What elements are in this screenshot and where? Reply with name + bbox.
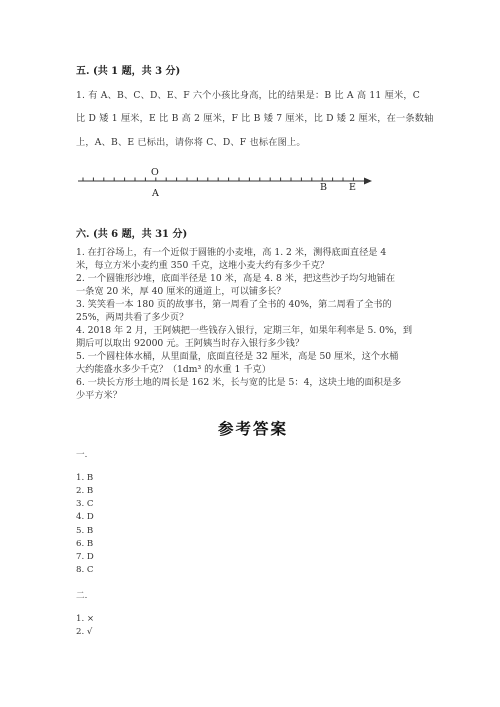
answers-title: 参考答案 (218, 419, 289, 438)
answer-item: 8. C (76, 565, 94, 575)
point-a-label: A (152, 188, 159, 199)
answer-item: 2. √ (76, 627, 93, 637)
arrow-head-icon (364, 178, 372, 185)
section-5-heading: 五. (共 1 题，共 3 分) (76, 66, 181, 77)
question-6-6-line-1: 6. 一块长方形土地的周长是 162 米，长与宽的比是 5：4，这块土地的面积是多 (76, 377, 402, 388)
question-6-1-line-1: 1. 在打谷场上，有一个近似于圆锥的小麦堆，高 1. 2 米，测得底面直径是 4 (76, 247, 387, 258)
point-e-label: E (349, 182, 356, 193)
question-6-5-line-1: 5. 一个圆柱体水桶，从里面量，底面直径是 32 厘米，高是 50 厘米，这个水桶 (76, 351, 399, 362)
answer-item: 5. B (76, 526, 94, 536)
answer-item: 1. × (76, 614, 95, 624)
question-6-5-line-2: 大约能盛水多少千克？（1dm³ 的水重 1 千克） (76, 364, 271, 375)
question-6-6-line-2: 少平方米？ (76, 390, 122, 401)
question-6-4-line-1: 4. 2018 年 2 月，王阿姨把一些钱存入银行，定期三年，如果年利率是 5. 0%，到 (76, 325, 413, 336)
answers-part-1-heading: 一. (76, 450, 88, 460)
answer-item: 4. D (76, 512, 94, 522)
question-6-1-line-2: 米，每立方米小麦约重 350 千克，这堆小麦大约有多少千克？ (76, 260, 330, 271)
number-line-ticks (83, 178, 353, 182)
question-6-3-line-1: 3. 笑笑看一本 180 页的故事书，第一周看了全书的 40%，第二周看了全书的 (76, 299, 392, 310)
question-5-1-line-2: 比 D 矮 1 厘米，E 比 B 高 2 厘米，F 比 B 矮 7 厘米，比 D 矮 2 厘米，在一条数轴 (76, 113, 434, 124)
question-5-1-line-1: 1. 有 A、B、C、D、E、F 六个小孩比身高，比的结果是：B 比 A 高 11 厘米，C (76, 90, 420, 101)
section-6-heading: 六. (共 6 题，共 31 分) (76, 229, 188, 240)
answer-item: 6. B (76, 539, 94, 549)
answer-item: 1. B (76, 473, 94, 483)
question-6-2-line-2: 一条宽 20 米，厚 40 厘米的通道上，可以铺多长？ (76, 286, 286, 297)
question-6-3-line-2: 25%，两周共看了多少页？ (76, 312, 189, 323)
question-6-4-line-2: 期后可以取出 92000 元。王阿姨当时存入银行多少钱？ (76, 338, 305, 349)
answer-item: 2. B (76, 486, 94, 496)
question-5-1-line-3: 上，A、B、E 已标出，请你将 C、D、F 也标在图上。 (76, 137, 306, 148)
answers-part-2-heading: 二. (76, 591, 88, 601)
answer-item: 7. D (76, 552, 94, 562)
number-line (0, 0, 500, 210)
answer-item: 3. C (76, 499, 94, 509)
point-b-label: B (320, 182, 327, 193)
origin-label: O (151, 167, 159, 178)
question-6-2-line-1: 2. 一个圆锥形沙堆，底面半径是 10 米，高是 4. 8 米，把这些沙子均匀地铺在 (76, 273, 396, 284)
